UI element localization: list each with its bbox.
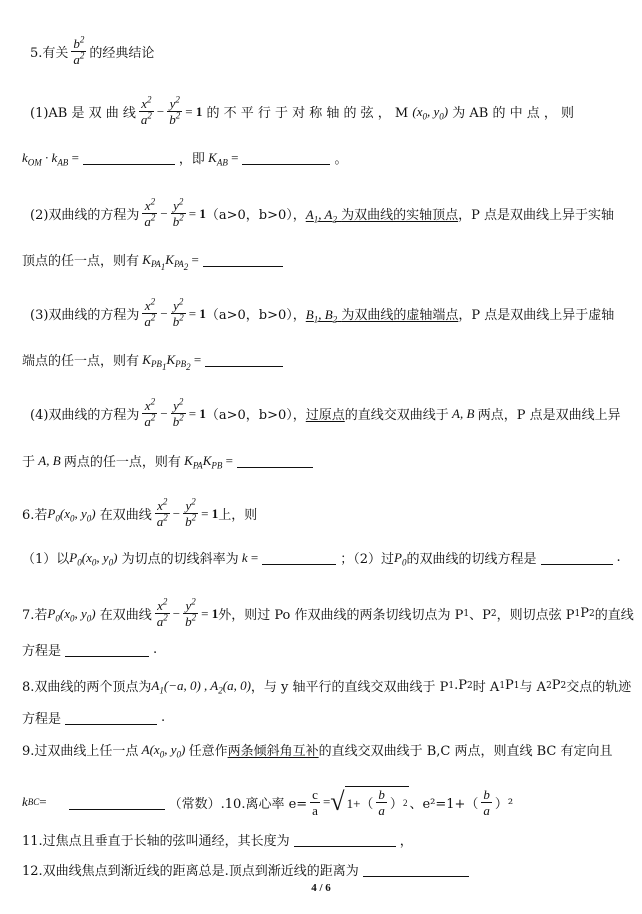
item-4-text-a: (4)双曲线的方程为 (30, 408, 140, 423)
s8-end: . (161, 710, 166, 725)
item-1-text-c: 为 AB 的 中 点 ， 则 (452, 106, 575, 121)
sqrt-expression: √ 1+（ $\frac{b}{a}$ ） 2 (330, 787, 408, 818)
section-11-line (22, 830, 413, 849)
kbc-k: k (22, 794, 28, 809)
section-10-line: k BC = （常数）.10.离心率 e= $\frac{c}{a}$ = √ 1+（ $\frac{b}{a}$ ） 2 、e²=1+（ $\frac{b}{a}$ ）² (22, 786, 514, 818)
section-9-line1: 9.过双曲线上任一点 $A(x_0$, $y_0$) 任意作 两条倾斜角互补 的直线交双曲线于 B,C 两点，则直线 BC 有定向且 (22, 741, 613, 760)
fraction-x2-a2: $\frac{x^2}{a^2}$ (140, 94, 152, 127)
blank-6b[interactable] (541, 550, 613, 565)
s7-line2: 方程是 (22, 644, 62, 659)
item-2-text-a: (2)双曲线的方程为 (30, 208, 140, 223)
fraction-y2-b2: $\frac{y^2}{b^2}$ (169, 94, 181, 127)
blank-7[interactable] (65, 642, 149, 657)
blank-3[interactable] (205, 352, 283, 367)
section-7-line2 (22, 640, 157, 659)
item-4-tail2: 两点，P 点是双曲线上异 (477, 408, 621, 423)
s6-b: 在双曲线 (99, 508, 152, 523)
s7-end: . (153, 642, 158, 657)
blank-9[interactable] (69, 795, 165, 810)
point-x0-y0: ($x_0$, $y_0$) (412, 103, 449, 122)
item-4-line1: (4)双曲线的方程为 $\frac{x^2}{a^2}$ − $\frac{y^2}{b^2}$ = 1 （a>0，b>0）， 过原点 的直线交双曲线于 A, B 两点，P 点是双曲线上异 (30, 396, 621, 429)
blank-1b[interactable] (242, 150, 330, 165)
section-6-line1: 6.若 $P_0(x_0$, $y_0$) 在双曲线 $\frac{x^2}{a^2}$ − $\frac{y^2}{b^2}$ = 1 上，则 (22, 496, 258, 529)
blank-4[interactable] (237, 453, 313, 468)
item-4-line2a: 于 (22, 455, 36, 470)
item-3-line2: 端点的任一点，则有 $K_{PB_1}K_{PB_2}$ = (22, 350, 287, 369)
item-3-underlined: $B_1$, $B_2$ 为双曲线的虚轴端点 (305, 307, 459, 325)
item-2-line1: (2)双曲线的方程为 $\frac{x^2}{a^2}$ − $\frac{y^2}{b^2}$ = 1 （a>0，b>0）， $A_1$, $A_2$ 为双曲线的实轴顶点 ，P 点是双曲线上异于实轴 (30, 196, 614, 229)
item-1-line1: (1)AB 是 双 曲 线 $\frac{x^2}{a^2}$ − $\frac{y^2}{b^2}$ = 1 的 不 平 行 于 对 称 轴 的 弦 ， M ($x_0$, $y_0$) 为 AB 的 中 点 ， 则 (30, 94, 575, 127)
item-1-line2: $k_{OM} \cdot k_{AB}$ = ，即 $K_{AB}$ = 。 (22, 149, 348, 168)
blank-8[interactable] (65, 710, 157, 725)
s11-end: ， (399, 834, 413, 849)
blank-6a[interactable] (262, 550, 336, 565)
s7-b: 在双曲线 (99, 608, 152, 623)
s6-end: . (616, 550, 621, 565)
item-2-cond: （a>0，b>0）， (205, 208, 306, 223)
s9-c: 的直线交双曲线于 B,C 两点，则直线 BC 有定向且 (318, 744, 613, 759)
item-4-underlined: 过原点 (305, 408, 345, 423)
s10-const: （常数）.10.离心率 e= (168, 796, 308, 812)
section-8-line2 (22, 708, 165, 727)
item-2-underlined: $A_1$, $A_2$ 为双曲线的实轴顶点 (305, 207, 459, 225)
fraction-b2-a2: $\frac{b^2}{a^2}$ (73, 34, 85, 67)
s10-sep: 、e²=1+（ (409, 796, 479, 812)
item-3-line1: (3)双曲线的方程为 $\frac{x^2}{a^2}$ − $\frac{y^2}{b^2}$ = 1 （a>0，b>0）， $B_1$, $B_2$ 为双曲线的虚轴端点 ，P 点是双曲线上异于虚轴 (30, 296, 615, 329)
item-1-text-a: (1)AB 是 双 曲 线 (30, 106, 136, 121)
s11-text: 11.过焦点且垂直于长轴的弦叫通经，其长度为 (22, 834, 290, 849)
item-3-text-a: (3)双曲线的方程为 (30, 308, 140, 323)
section-7-line1: 7.若 $P_0(x_0$, $y_0$) 在双曲线 $\frac{x^2}{a^2}$ − $\frac{y^2}{b^2}$ = 1 外，则过 Po 作双曲线的两条切线切点为 P 1 、P 2 ，则切点弦 P 1 P 2 的直线 (22, 596, 634, 629)
s6-a: 6.若 (22, 508, 48, 523)
section-5-post: 的经典结论 (89, 46, 155, 61)
section-8-line1: 8.双曲线的两个顶点为 $A_1(-a$, 0) , $A_2(a$, 0) ，与 y 轴平行的直线交双曲线于 P 1 .P 2 时 A 1 P 1 与 A 2 P 2 交点的轨迹 (22, 677, 632, 696)
fraction-c-a: $\frac{c}{a}$ (312, 786, 318, 818)
item-4-tail1: 的直线交双曲线于 (344, 408, 449, 423)
s8-a: 8.双曲线的两个顶点为 (22, 680, 152, 695)
s6-c: 上，则 (218, 508, 258, 523)
s6-q1: （1）以 (22, 552, 70, 567)
item-3-cond: （a>0，b>0）， (205, 308, 306, 323)
s12-text: 12.双曲线焦点到渐近线的距离总是.顶点到渐近线的距离为 (22, 864, 359, 879)
s9-a: 9.过双曲线上任一点 (22, 744, 139, 759)
page-number: 4 / 6 (311, 882, 331, 894)
item-2-tail: ，P 点是双曲线上异于实轴 (458, 208, 614, 223)
blank-2[interactable] (203, 252, 283, 267)
s7-a: 7.若 (22, 608, 48, 623)
item-1-text-b: 的 不 平 行 于 对 称 轴 的 弦 ， M (206, 106, 409, 121)
blank-12[interactable] (363, 862, 469, 877)
section-5-pre: 5.有关 (30, 46, 69, 61)
section-6-line2: （1）以 $P_0(x_0$, $y_0$) 为切点的切线斜率为 k = ；（2）过 $P_0$ 的双曲线的切线方程是 . (22, 549, 621, 568)
s9-underlined: 两条倾斜角互补 (227, 744, 319, 759)
s6-q2: ；（2）过 (340, 552, 395, 567)
section-12-line (22, 860, 473, 879)
item-1-end: 。 (334, 152, 348, 167)
s9-b: 任意作 (188, 744, 228, 759)
item-2-line2: 顶点的任一点，则有 $K_{PA_1}K_{PA_2}$ = (22, 250, 287, 269)
s8-b: ，与 y 轴平行的直线交双曲线于 P (250, 680, 449, 695)
section-5-title (30, 36, 154, 67)
item-3-tail: ，P 点是双曲线上异于虚轴 (458, 308, 615, 323)
item-4-line2: 于 A, B 两点的任一点，则有 $K_{PA}K_{PB}$ = (22, 451, 317, 470)
item-1-mid: ，即 (178, 152, 205, 167)
blank-1a[interactable] (83, 150, 175, 165)
s6-q2b: 的双曲线的切线方程是 (406, 552, 537, 567)
s10-close2: ）² (494, 796, 514, 812)
item-4-line2b: 两点的任一点，则有 (63, 455, 181, 470)
item-2-line2-text: 顶点的任一点，则有 (22, 254, 140, 269)
blank-11[interactable] (294, 832, 396, 847)
s7-c: 外，则过 Po 作双曲线的两条切线切点为 P (218, 608, 464, 623)
s6-q1b: 为切点的切线斜率为 (121, 552, 239, 567)
item-3-line2-text: 端点的任一点，则有 (22, 354, 140, 369)
item-4-cond: （a>0，b>0）， (205, 408, 306, 423)
s8-line2: 方程是 (22, 712, 62, 727)
